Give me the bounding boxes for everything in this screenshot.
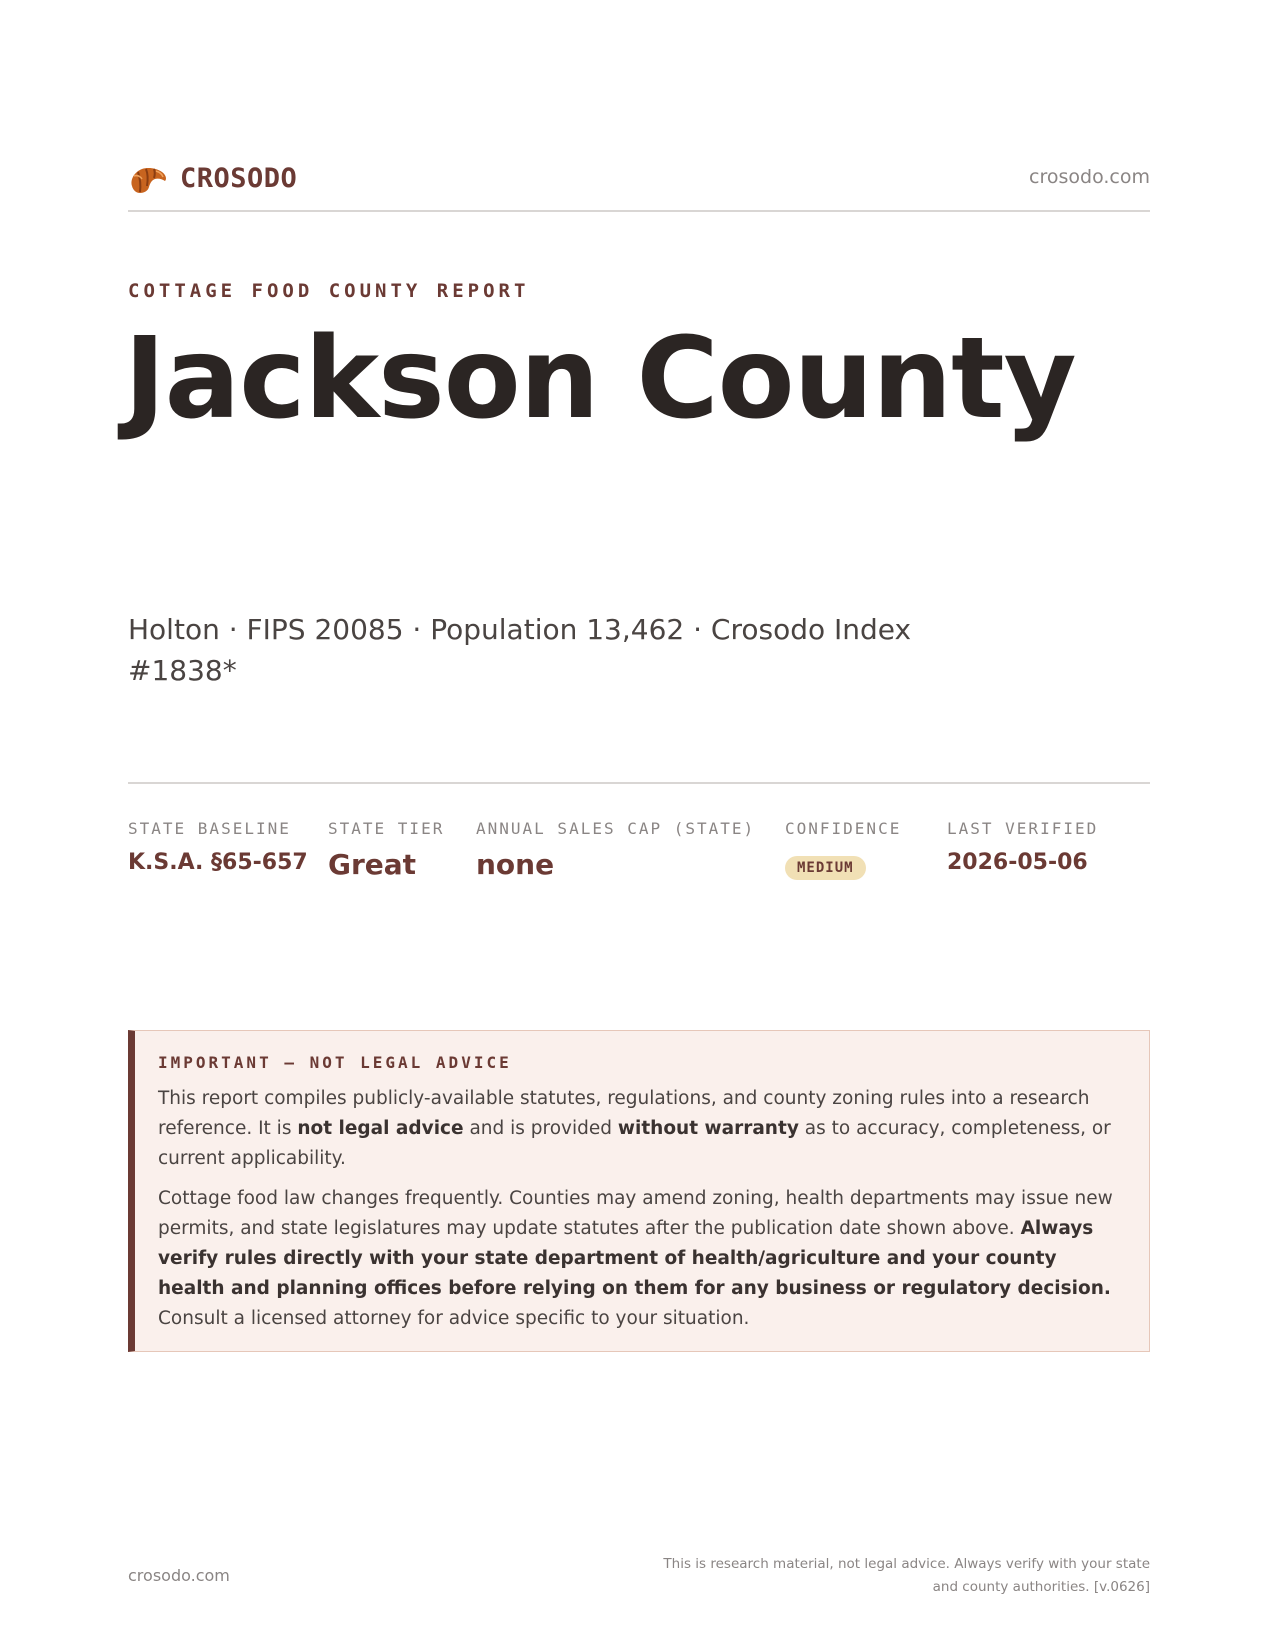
notice-emphasis: without warranty xyxy=(617,1118,799,1139)
footer-url-link[interactable]: crosodo.com xyxy=(128,1566,230,1585)
page-title: Jackson County xyxy=(124,314,1076,444)
stat-label: LAST VERIFIED xyxy=(947,819,1099,838)
notice-text: This report compiles publicly-available statutes, regulations, and county zoning rules into a research reference. It is xyxy=(158,1088,1090,1139)
stat-state-baseline xyxy=(128,819,308,875)
county-seat: Holton xyxy=(128,613,220,646)
stat-label: STATE TIER xyxy=(328,819,445,838)
brand-name: CROSODO xyxy=(180,162,298,194)
stat-annual-sales-cap xyxy=(476,819,755,881)
stat-label: STATE BASELINE xyxy=(128,819,291,838)
page-header xyxy=(128,160,1150,212)
report-eyebrow: COTTAGE FOOD COUNTY REPORT xyxy=(128,280,530,302)
confidence-badge: MEDIUM xyxy=(785,856,866,880)
header-url-link[interactable]: crosodo.com xyxy=(1029,166,1150,188)
stat-value: K.S.A. §65-657 xyxy=(128,850,308,875)
stat-confidence xyxy=(785,819,901,880)
stat-last-verified xyxy=(947,819,1098,875)
notice-emphasis: not legal advice xyxy=(297,1118,464,1139)
notice-text: Cottage food law changes frequently. Counties may amend zoning, health departments may issue new permits, and state legislatures may update statutes after the publication date shown above. xyxy=(158,1188,1113,1239)
crosodo-index: Crosodo Index #1838* xyxy=(128,613,912,687)
notice-text: Consult a licensed attorney for advice specific to your situation. xyxy=(158,1308,750,1329)
notice-heading: IMPORTANT — NOT LEGAL ADVICE xyxy=(158,1053,512,1072)
notice-text: as to accuracy, completeness, or current applicability. xyxy=(158,1118,1111,1169)
stat-value: none xyxy=(476,848,555,881)
notice-paragraph xyxy=(158,1184,1127,1334)
stat-state-tier xyxy=(328,819,444,881)
croissant-icon xyxy=(128,160,168,196)
notice-emphasis: Always verify rules directly with your state department of health/agriculture and your county health and planning offices before relying on them for any business or regulatory decision. xyxy=(158,1218,1111,1299)
population: Population 13,462 xyxy=(430,613,685,646)
report-page xyxy=(124,0,1150,1650)
stat-label: ANNUAL SALES CAP (STATE) xyxy=(476,819,756,838)
stat-label: CONFIDENCE xyxy=(785,819,902,838)
footer-disclaimer-line: This is research material, not legal advice. Always verify with your state xyxy=(663,1556,1150,1572)
notice-text: and is provided xyxy=(463,1118,618,1139)
legal-notice xyxy=(128,1030,1150,1352)
county-subtitle: Holton · FIPS 20085 · Population 13,462 · Crosodo Index #1838* xyxy=(128,613,912,687)
stats-divider xyxy=(128,782,1150,784)
brand[interactable] xyxy=(128,160,297,196)
fips-code: FIPS 20085 xyxy=(246,613,404,646)
footer-disclaimer xyxy=(610,1553,1150,1599)
footer-disclaimer-line: and county authorities. [v.0626] xyxy=(932,1579,1150,1595)
stat-value: Great xyxy=(328,848,417,881)
stat-value: 2026-05-06 xyxy=(947,850,1088,875)
notice-paragraph xyxy=(158,1084,1127,1174)
